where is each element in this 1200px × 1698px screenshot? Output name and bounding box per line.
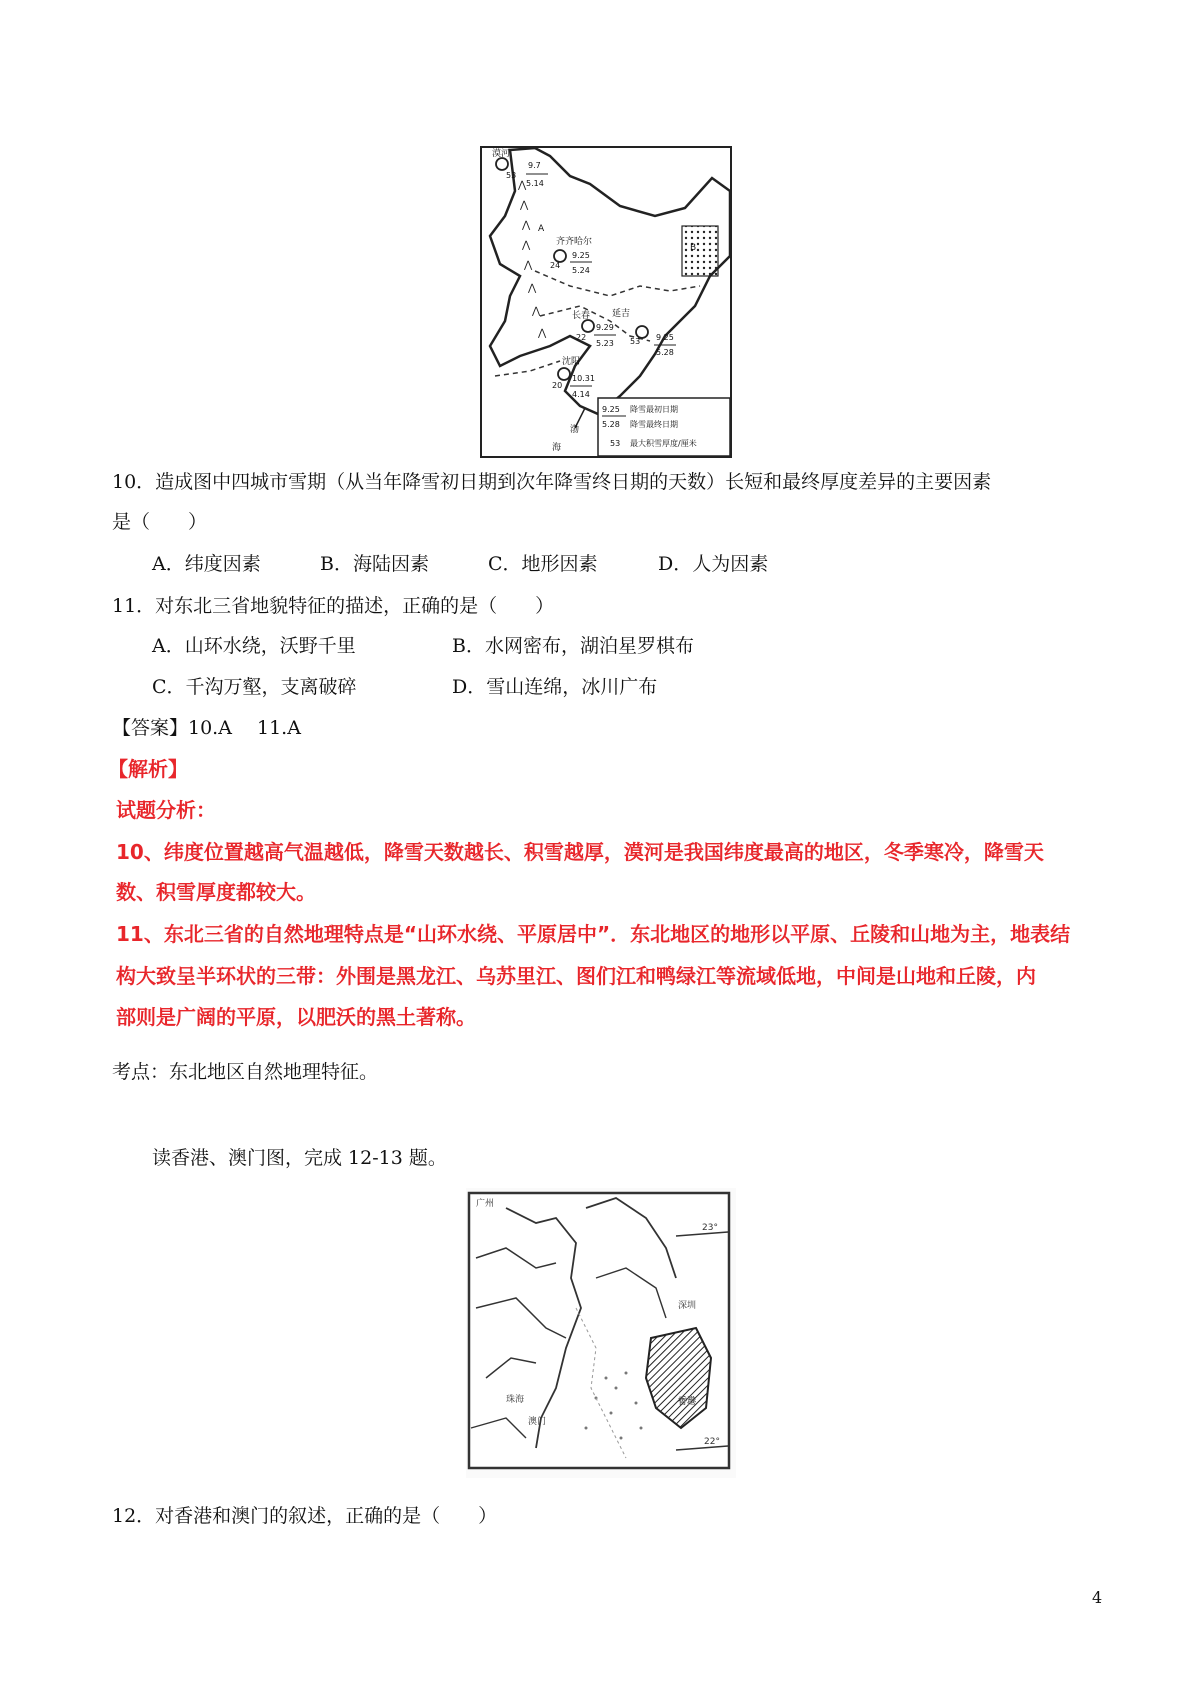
map-city-changchun: 长春 [572,311,591,321]
qiqihar-first: 9.25 [572,251,590,260]
svg-text:⋀: ⋀ [520,200,529,211]
answer: 【答案】10.A 11.A [112,717,301,739]
map-city-mohe: 漠河 [492,149,511,159]
analysis-10-line1: 10、纬度位置越高气温越低，降雪天数越长、积雪越厚，漠河是我国纬度最高的地区，冬季寒冷，降雪天 [116,840,1044,864]
map-city-yanji: 延吉 [612,309,631,319]
legend-last-label: 降雪最终日期 [630,420,678,429]
q12-stem: 12．对香港和澳门的叙述，正确的是（ ） [112,1505,498,1527]
changchun-depth: 22 [576,333,587,342]
analysis-10-line2: 数、积雪厚度都较大。 [116,880,316,904]
q11-options-row1 [152,632,694,660]
q11-options-row2 [152,673,657,701]
northeast-snow-map [480,146,732,458]
legend-depth-label: 最大积雪厚度/厘米 [630,439,697,448]
svg-text:⋀: ⋀ [518,180,527,191]
q11-option-d: D．雪山连绵，冰川广布 [452,676,658,698]
qiqihar-last: 5.24 [572,266,590,275]
svg-text:⋀: ⋀ [524,260,533,271]
page-number: 4 [1092,1588,1103,1607]
legend-last-date: 5.28 [602,420,620,429]
label-guangzhou: 广州 [476,1199,495,1209]
q11-option-b: B．水网密布，湖泊星罗棋布 [452,635,694,657]
changchun-last: 5.23 [596,339,614,348]
analysis-11-line3: 部则是广阔的平原，以肥沃的黑土著称。 [116,1005,476,1029]
legend-depth-value: 53 [610,439,621,448]
point-b-label: B [690,243,697,253]
map-city-shenyang: 沈阳 [562,357,581,367]
label-zhuhai: 珠海 [506,1395,525,1405]
legend-first-label: 降雪最初日期 [630,405,678,414]
lat-23-label: 23° [702,1223,718,1233]
map-legend [598,398,730,456]
shenyang-first: 10.31 [572,374,595,383]
q10-options [152,550,768,578]
svg-text:⋀: ⋀ [532,306,541,317]
mohe-last: 5.14 [526,179,544,188]
legend-first-date: 9.25 [602,405,620,414]
q10-option-c: C．地形因素 [488,553,598,575]
q10-option-d: D．人为因素 [658,553,769,575]
q10-stem-line1: 10．造成图中四城市雪期（从当年降雪初日期到次年降雪终日期的天数）长短和最终厚度差异的主要因素 [112,471,992,493]
label-shenzhen: 深圳 [678,1301,697,1311]
intro-12-13: 读香港、澳门图，完成 12-13 题。 [152,1147,447,1169]
kaodian: 考点：东北地区自然地理特征。 [112,1061,379,1083]
changchun-first: 9.29 [596,323,614,332]
analysis-11-line1: 11、东北三省的自然地理特点是“山环水绕、平原居中”．东北地区的地形以平原、丘陵和山地为主，地表结 [116,922,1071,946]
sea-label-2: 海 [552,443,562,453]
svg-text:⋀: ⋀ [522,240,531,251]
label-macau: 澳门 [528,1417,547,1427]
svg-text:⋀: ⋀ [522,220,531,231]
q10-option-b: B．海陆因素 [320,553,429,575]
yanji-depth: 53 [630,337,641,346]
q10-option-a: A．纬度因素 [152,553,261,575]
svg-text:⋀: ⋀ [538,328,547,339]
label-hongkong: 香港 [678,1397,697,1407]
analysis-subheading: 试题分析： [116,798,216,822]
hk-macau-map [466,1188,736,1478]
q11-option-a: A．山环水绕，沃野千里 [152,635,356,657]
qiqihar-depth: 24 [550,261,561,270]
yanji-last: 5.28 [656,348,674,357]
svg-text:⋀: ⋀ [528,283,537,294]
shenyang-depth: 20 [552,381,563,390]
point-a-label: A [538,224,545,234]
q11-option-c: C．千沟万壑，支离破碎 [152,676,357,698]
q11-stem: 11．对东北三省地貌特征的描述，正确的是（ ） [112,595,555,617]
q10-stem-line2: 是（ ） [112,511,208,533]
lat-22-label: 22° [704,1437,720,1447]
mohe-depth: 53 [506,171,517,180]
mohe-first: 9.7 [528,161,541,170]
map-city-qiqihar: 齐齐哈尔 [556,237,593,247]
shenyang-last: 4.14 [572,390,590,399]
sea-label-1: 渤 [570,425,580,435]
analysis-heading: 【解析】 [108,757,188,781]
yanji-first: 9.25 [656,333,674,342]
analysis-11-line2: 构大致呈半环状的三带：外围是黑龙江、乌苏里江、图们江和鸭绿江等流域低地，中间是山地和丘陵，内 [116,964,1036,988]
